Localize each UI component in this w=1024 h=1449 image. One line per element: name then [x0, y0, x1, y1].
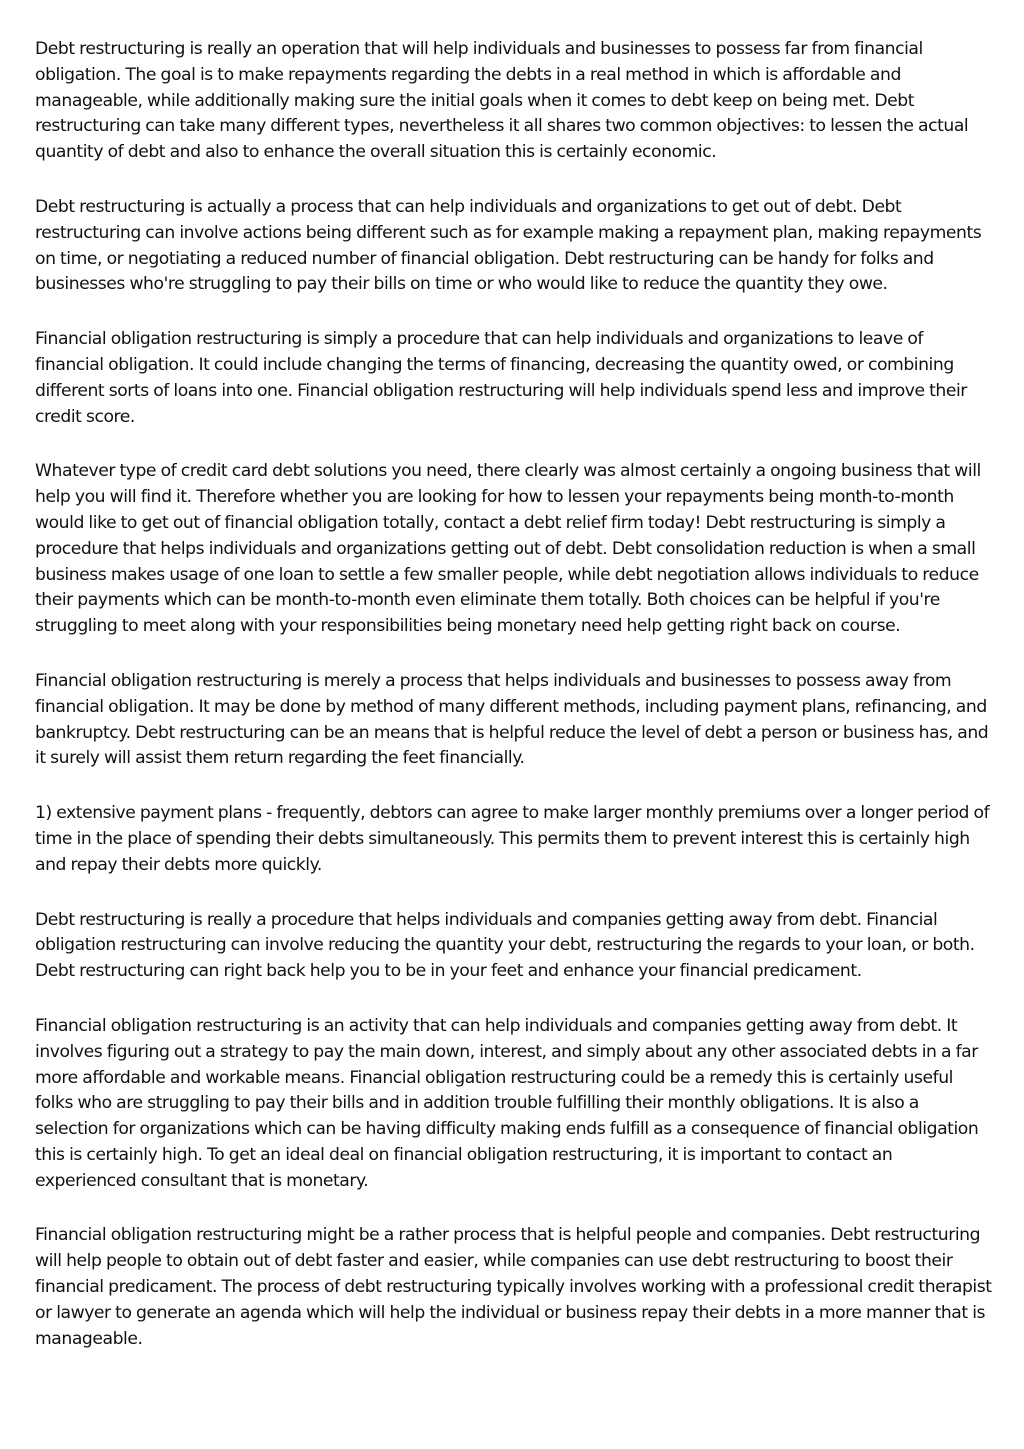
paragraph: 1) extensive payment plans - frequently, debtors can agree to make larger monthly premiums over a longer period of time in the place of spending their debts simultaneously. This permits them to prevent interest this is certainly high and repay their debts more quickly. — [35, 803, 990, 875]
paragraph: Financial obligation restructuring is merely a process that helps individuals and businesses to possess away from financial obligation. It may be done by method of many different methods, including payment plans, refinancing, and bankruptcy. Debt restructuring can be an means that is helpful reduce the level of debt a person or business has, and it surely will assist them return regarding the feet financially. — [35, 670, 989, 769]
paragraph: Financial obligation restructuring is an activity that can help individuals and companies getting away from debt. It involves figuring out a strategy to pay the main down, interest, and simply about any other associated debts in a far more affordable and workable means. Financial obligation restructuring could be a remedy this is certainly useful folks who are struggling to pay their bills and in addition trouble fulfilling their monthly obligations. It is also a selection for organizations which can be having difficulty making ends fulfill as a consequence of financial obligation this is certainly high. To get an ideal deal on financial obligation restructuring, it is important to contact an experienced consultant that is monetary. — [35, 1015, 979, 1191]
paragraph: Financial obligation restructuring might be a rather process that is helpful people and companies. Debt restructuring will help people to obtain out of debt faster and easier, while companies can use debt restructuring to boost their financial predicament. The process of debt restructuring typically involves working with a professional credit therapist or lawyer to generate an agenda which will help the individual or business repay their debts in a more manner that is manageable. — [35, 1225, 992, 1349]
paragraph: Debt restructuring is actually a process that can help individuals and organizations to get out of debt. Debt restructuring can involve actions being different such as for example making a repayment plan, making repayments on time, or negotiating a reduced number of financial obligation. Debt restructuring can be handy for folks and businesses who're struggling to pay their bills on time or who would like to reduce the quantity they owe. — [35, 196, 982, 295]
paragraph: Debt restructuring is really an operation that will help individuals and businesses to possess far from financial obligation. The goal is to make repayments regarding the debts in a real method in which is affordable and manageable, while additionally making sure the initial goals when it comes to debt keep on being met. Debt restructuring can take many different types, nevertheless it all shares two common objectives: to lessen the actual quantity of debt and also to enhance the overall situation this is certainly economic. — [35, 39, 969, 163]
paragraph: Financial obligation restructuring is simply a procedure that can help individuals and organizations to leave of financial obligation. It could include changing the terms of financing, decreasing the quantity owed, or combining different sorts of loans into one. Financial obligation restructuring will help individuals spend less and improve their credit score. — [35, 329, 967, 427]
document-body — [35, 37, 993, 1381]
paragraph: Debt restructuring is really a procedure that helps individuals and companies getting away from debt. Financial obligation restructuring can involve reducing the quantity your debt, restructuring the regards to your loan, or both. Debt restructuring can right back help you to be in your feet and enhance your financial predicament. — [35, 909, 975, 982]
paragraph: Whatever type of credit card debt solutions you need, there clearly was almost certainly a ongoing business that will help you will find it. Therefore whether you are looking for how to lessen your repayments being month-to-month would like to get out of financial obligation totally, contact a debt relief firm today! Debt restructuring is simply a procedure that helps individuals and organizations getting out of debt. Debt consolidation reduction is when a small business makes usage of one loan to settle a few smaller people, while debt negotiation allows individuals to reduce their payments which can be month-to-month even eliminate them totally. Both choices can be helpful if you're struggling to meet along with your responsibilities being monetary need help getting right back on course. — [35, 461, 981, 637]
